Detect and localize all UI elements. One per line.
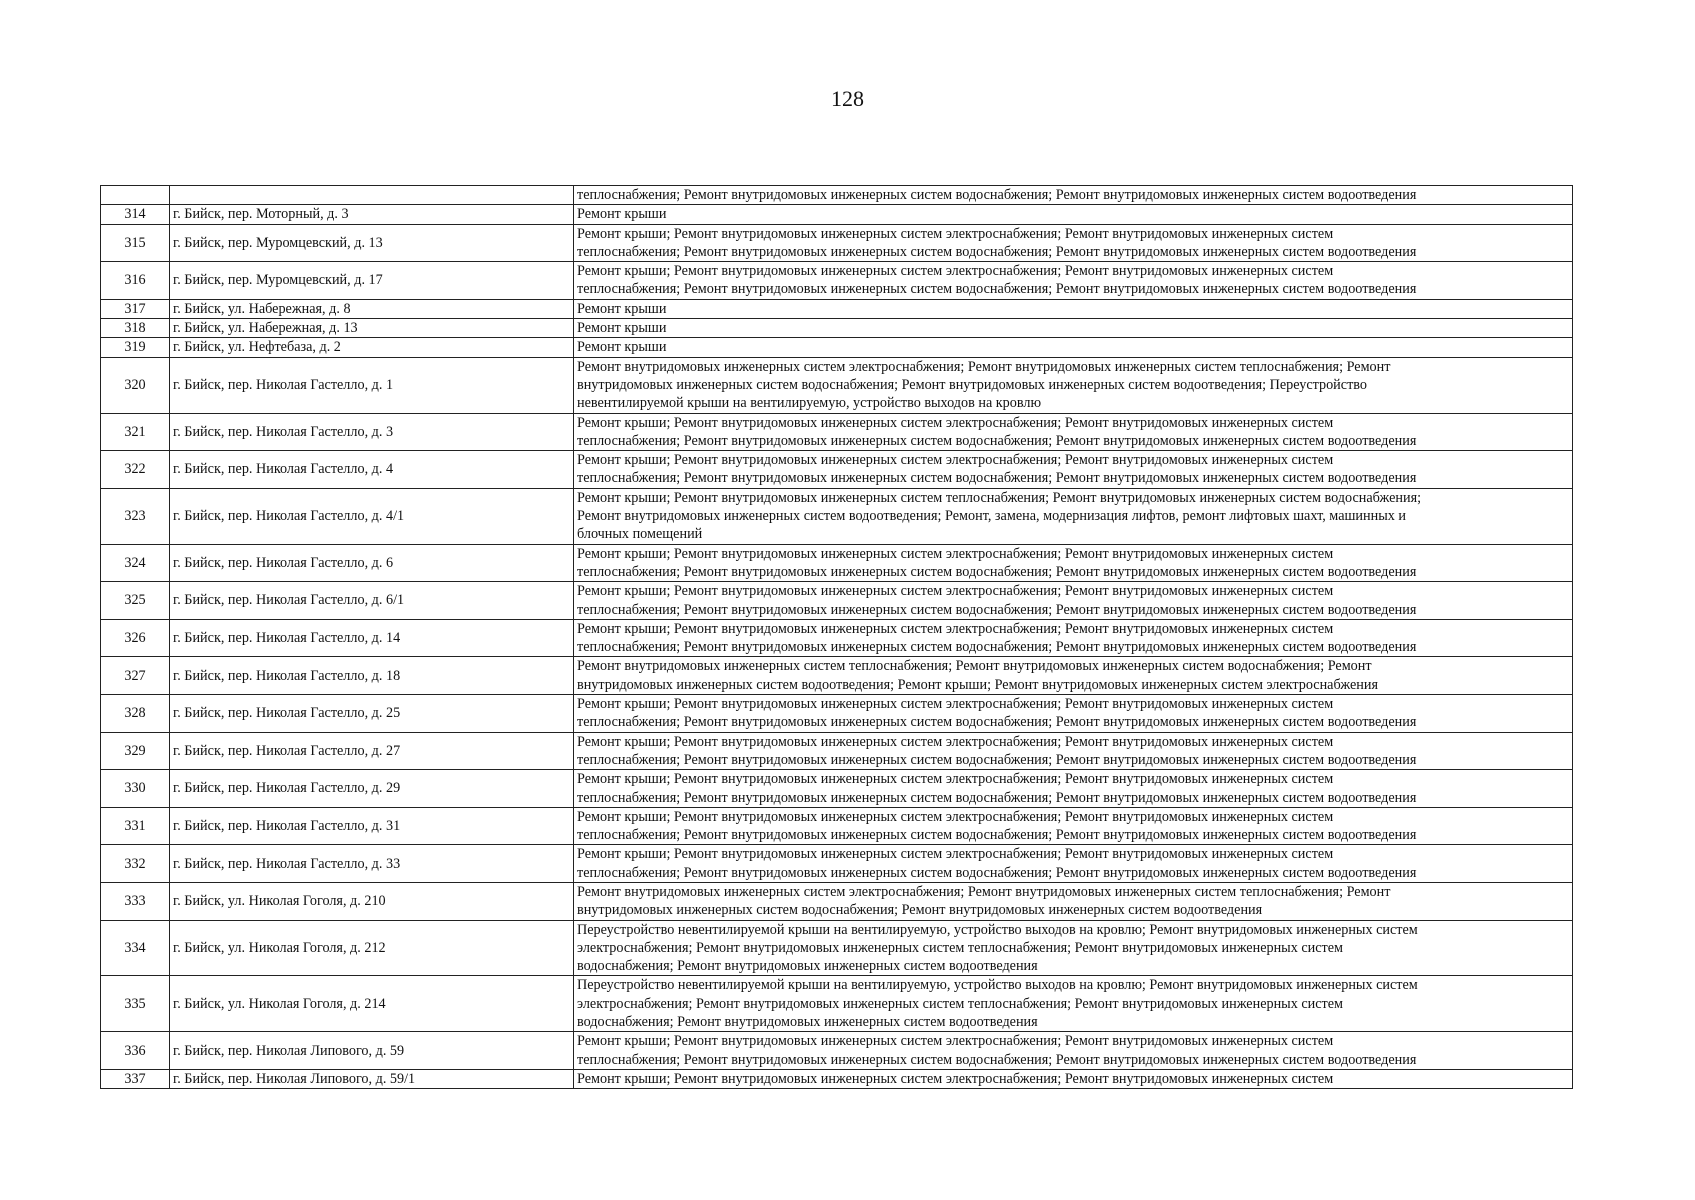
work-line: теплоснабжения; Ремонт внутридомовых инженерных систем водоснабжения; Ремонт внутридомовых инженерных систем водоотведения xyxy=(577,563,1417,580)
work-line: Ремонт крыши; Ремонт внутридомовых инженерных систем электроснабжения; Ремонт внутридомовых инженерных систем xyxy=(577,263,1334,280)
address-cell: г. Бийск, пер. Николая Гастелло, д. 25 xyxy=(170,695,574,733)
row-number: 337 xyxy=(101,1069,170,1088)
work-line: Ремонт крыши; Ремонт внутридомовых инженерных систем электроснабжения; Ремонт внутридомовых инженерных систем xyxy=(577,1033,1334,1050)
address-cell: г. Бийск, пер. Николая Гастелло, д. 18 xyxy=(170,657,574,695)
work-cell xyxy=(574,1032,1573,1070)
address-cell: г. Бийск, ул. Николая Гоголя, д. 214 xyxy=(170,976,574,1032)
address-cell xyxy=(170,186,574,205)
work-line: Ремонт крыши; Ремонт внутридомовых инженерных систем электроснабжения; Ремонт внутридомовых инженерных систем xyxy=(577,545,1334,562)
work-line: Ремонт внутридомовых инженерных систем электроснабжения; Ремонт внутридомовых инженерных систем теплоснабжения; Ремонт xyxy=(577,883,1391,900)
address-cell: г. Бийск, пер. Николая Гастелло, д. 27 xyxy=(170,732,574,770)
work-cell xyxy=(574,976,1573,1032)
table-body xyxy=(101,186,1573,1089)
work-line: Переустройство невентилируемой крыши на вентилируемую, устройство выходов на кровлю; Ремонт внутридомовых инженерных систем xyxy=(577,921,1418,938)
work-line: Ремонт крыши; Ремонт внутридомовых инженерных систем электроснабжения; Ремонт внутридомовых инженерных систем xyxy=(577,771,1334,788)
repair-table xyxy=(100,185,1573,1089)
table-row xyxy=(101,976,1573,1032)
work-line: Ремонт крыши; Ремонт внутридомовых инженерных систем электроснабжения; Ремонт внутридомовых инженерных систем xyxy=(577,414,1334,431)
row-number: 334 xyxy=(101,920,170,976)
address-cell: г. Бийск, ул. Набережная, д. 8 xyxy=(170,299,574,318)
table-row xyxy=(101,299,1573,318)
address-cell: г. Бийск, пер. Николая Гастелло, д. 6 xyxy=(170,544,574,582)
row-number: 330 xyxy=(101,770,170,808)
work-line: Переустройство невентилируемой крыши на вентилируемую, устройство выходов на кровлю; Ремонт внутридомовых инженерных систем xyxy=(577,977,1418,994)
address-cell: г. Бийск, пер. Николая Гастелло, д. 4/1 xyxy=(170,488,574,544)
table-row xyxy=(101,1032,1573,1070)
work-line: Ремонт внутридомовых инженерных систем электроснабжения; Ремонт внутридомовых инженерных систем теплоснабжения; Ремонт xyxy=(577,358,1391,375)
row-number: 323 xyxy=(101,488,170,544)
table-row xyxy=(101,451,1573,489)
work-line: Ремонт внутридомовых инженерных систем теплоснабжения; Ремонт внутридомовых инженерных систем водоснабжения; Ремонт xyxy=(577,658,1372,675)
address-cell: г. Бийск, пер. Николая Гастелло, д. 1 xyxy=(170,357,574,413)
table-row xyxy=(101,488,1573,544)
work-cell xyxy=(574,732,1573,770)
table-row xyxy=(101,262,1573,300)
table-row xyxy=(101,807,1573,845)
work-cell xyxy=(574,224,1573,262)
work-line: теплоснабжения; Ремонт внутридомовых инженерных систем водоснабжения; Ремонт внутридомовых инженерных систем водоотведения xyxy=(577,601,1417,618)
address-cell: г. Бийск, пер. Николая Гастелло, д. 3 xyxy=(170,413,574,451)
row-number: 332 xyxy=(101,845,170,883)
address-cell: г. Бийск, пер. Муромцевский, д. 13 xyxy=(170,224,574,262)
work-line: Ремонт крыши; Ремонт внутридомовых инженерных систем электроснабжения; Ремонт внутридомовых инженерных систем xyxy=(577,808,1334,825)
work-line: теплоснабжения; Ремонт внутридомовых инженерных систем водоснабжения; Ремонт внутридомовых инженерных систем водоотведения xyxy=(577,470,1417,487)
work-line: Ремонт внутридомовых инженерных систем водоотведения; Ремонт, замена, модернизация лифтов, ремонт лифтовых шахт, машинных и xyxy=(577,508,1406,525)
address-cell: г. Бийск, ул. Николая Гоголя, д. 210 xyxy=(170,882,574,920)
row-number: 335 xyxy=(101,976,170,1032)
row-number: 317 xyxy=(101,299,170,318)
row-number: 319 xyxy=(101,338,170,357)
work-cell xyxy=(574,845,1573,883)
work-line: теплоснабжения; Ремонт внутридомовых инженерных систем водоснабжения; Ремонт внутридомовых инженерных систем водоотведения xyxy=(577,243,1417,260)
work-line: Ремонт крыши xyxy=(577,300,667,317)
table-row xyxy=(101,338,1573,357)
work-line: Ремонт крыши; Ремонт внутридомовых инженерных систем электроснабжения; Ремонт внутридомовых инженерных систем xyxy=(577,452,1334,469)
work-line: Ремонт крыши xyxy=(577,339,667,356)
work-line: теплоснабжения; Ремонт внутридомовых инженерных систем водоснабжения; Ремонт внутридомовых инженерных систем водоотведения xyxy=(577,639,1417,656)
work-line: электроснабжения; Ремонт внутридомовых инженерных систем теплоснабжения; Ремонт внутридомовых инженерных систем xyxy=(577,939,1344,956)
row-number: 325 xyxy=(101,582,170,620)
work-line: Ремонт крыши; Ремонт внутридомовых инженерных систем электроснабжения; Ремонт внутридомовых инженерных систем xyxy=(577,1070,1334,1087)
table-row xyxy=(101,582,1573,620)
work-cell xyxy=(574,619,1573,657)
work-cell xyxy=(574,770,1573,808)
work-cell xyxy=(574,319,1573,338)
address-cell: г. Бийск, ул. Нефтебаза, д. 2 xyxy=(170,338,574,357)
work-line: электроснабжения; Ремонт внутридомовых инженерных систем теплоснабжения; Ремонт внутридомовых инженерных систем xyxy=(577,995,1344,1012)
table-row xyxy=(101,224,1573,262)
row-number: 329 xyxy=(101,732,170,770)
work-line: Ремонт крыши; Ремонт внутридомовых инженерных систем теплоснабжения; Ремонт внутридомовых инженерных систем водоснабжения; xyxy=(577,489,1422,506)
work-line: внутридомовых инженерных систем водоснабжения; Ремонт внутридомовых инженерных систем водоотведения; Переустройство xyxy=(577,376,1367,393)
work-cell xyxy=(574,582,1573,620)
work-line: теплоснабжения; Ремонт внутридомовых инженерных систем водоснабжения; Ремонт внутридомовых инженерных систем водоотведения xyxy=(577,1051,1417,1068)
work-line: теплоснабжения; Ремонт внутридомовых инженерных систем водоснабжения; Ремонт внутридомовых инженерных систем водоотведения xyxy=(577,751,1417,768)
work-line: теплоснабжения; Ремонт внутридомовых инженерных систем водоснабжения; Ремонт внутридомовых инженерных систем водоотведения xyxy=(577,187,1417,203)
work-cell xyxy=(574,186,1573,205)
row-number: 327 xyxy=(101,657,170,695)
work-cell xyxy=(574,357,1573,413)
work-line: теплоснабжения; Ремонт внутридомовых инженерных систем водоснабжения; Ремонт внутридомовых инженерных систем водоотведения xyxy=(577,789,1417,806)
work-cell xyxy=(574,920,1573,976)
row-number: 316 xyxy=(101,262,170,300)
row-number xyxy=(101,186,170,205)
work-cell xyxy=(574,882,1573,920)
work-line: Ремонт крыши; Ремонт внутридомовых инженерных систем электроснабжения; Ремонт внутридомовых инженерных систем xyxy=(577,846,1334,863)
table-row xyxy=(101,186,1573,205)
address-cell: г. Бийск, пер. Николая Гастелло, д. 14 xyxy=(170,619,574,657)
row-number: 320 xyxy=(101,357,170,413)
work-cell xyxy=(574,338,1573,357)
work-cell xyxy=(574,695,1573,733)
work-cell xyxy=(574,657,1573,695)
address-cell: г. Бийск, пер. Николая Гастелло, д. 4 xyxy=(170,451,574,489)
work-line: Ремонт крыши xyxy=(577,206,667,223)
address-cell: г. Бийск, ул. Николая Гоголя, д. 212 xyxy=(170,920,574,976)
page-number: 128 xyxy=(831,86,864,111)
table-row xyxy=(101,413,1573,451)
table-row xyxy=(101,920,1573,976)
address-cell: г. Бийск, пер. Николая Гастелло, д. 33 xyxy=(170,845,574,883)
address-cell: г. Бийск, пер. Муромцевский, д. 17 xyxy=(170,262,574,300)
work-cell xyxy=(574,1069,1573,1088)
table-row xyxy=(101,882,1573,920)
row-number: 318 xyxy=(101,319,170,338)
row-number: 314 xyxy=(101,205,170,224)
work-line: водоснабжения; Ремонт внутридомовых инженерных систем водоотведения xyxy=(577,958,1038,975)
address-cell: г. Бийск, ул. Набережная, д. 13 xyxy=(170,319,574,338)
work-line: невентилируемой крыши на вентилируемую, устройство выходов на кровлю xyxy=(577,395,1042,412)
address-cell: г. Бийск, пер. Николая Липового, д. 59 xyxy=(170,1032,574,1070)
work-cell xyxy=(574,488,1573,544)
work-line: внутридомовых инженерных систем водоотведения; Ремонт крыши; Ремонт внутридомовых инженерных систем электроснабжения xyxy=(577,676,1378,693)
work-line: теплоснабжения; Ремонт внутридомовых инженерных систем водоснабжения; Ремонт внутридомовых инженерных систем водоотведения xyxy=(577,827,1417,844)
work-line: Ремонт крыши; Ремонт внутридомовых инженерных систем электроснабжения; Ремонт внутридомовых инженерных систем xyxy=(577,583,1334,600)
row-number: 336 xyxy=(101,1032,170,1070)
work-cell xyxy=(574,807,1573,845)
work-line: теплоснабжения; Ремонт внутридомовых инженерных систем водоснабжения; Ремонт внутридомовых инженерных систем водоотведения xyxy=(577,714,1417,731)
address-cell: г. Бийск, пер. Николая Липового, д. 59/1 xyxy=(170,1069,574,1088)
table-row xyxy=(101,357,1573,413)
table-row xyxy=(101,544,1573,582)
work-line: теплоснабжения; Ремонт внутридомовых инженерных систем водоснабжения; Ремонт внутридомовых инженерных систем водоотведения xyxy=(577,281,1417,298)
row-number: 331 xyxy=(101,807,170,845)
table-row xyxy=(101,732,1573,770)
work-line: теплоснабжения; Ремонт внутридомовых инженерных систем водоснабжения; Ремонт внутридомовых инженерных систем водоотведения xyxy=(577,432,1417,449)
work-line: Ремонт крыши; Ремонт внутридомовых инженерных систем электроснабжения; Ремонт внутридомовых инженерных систем xyxy=(577,733,1334,750)
table-row xyxy=(101,1069,1573,1088)
table-row xyxy=(101,845,1573,883)
work-line: внутридомовых инженерных систем водоснабжения; Ремонт внутридомовых инженерных систем водоотведения xyxy=(577,902,1263,919)
work-line: водоснабжения; Ремонт внутридомовых инженерных систем водоотведения xyxy=(577,1014,1038,1031)
work-line: блочных помещений xyxy=(577,526,703,543)
table-row xyxy=(101,205,1573,224)
row-number: 333 xyxy=(101,882,170,920)
work-cell xyxy=(574,413,1573,451)
address-cell: г. Бийск, пер. Николая Гастелло, д. 31 xyxy=(170,807,574,845)
table-row xyxy=(101,695,1573,733)
row-number: 326 xyxy=(101,619,170,657)
work-cell xyxy=(574,451,1573,489)
work-line: Ремонт крыши; Ремонт внутридомовых инженерных систем электроснабжения; Ремонт внутридомовых инженерных систем xyxy=(577,696,1334,713)
work-cell xyxy=(574,299,1573,318)
work-cell xyxy=(574,262,1573,300)
work-line: Ремонт крыши; Ремонт внутридомовых инженерных систем электроснабжения; Ремонт внутридомовых инженерных систем xyxy=(577,225,1334,242)
row-number: 322 xyxy=(101,451,170,489)
address-cell: г. Бийск, пер. Моторный, д. 3 xyxy=(170,205,574,224)
table-row xyxy=(101,657,1573,695)
row-number: 324 xyxy=(101,544,170,582)
row-number: 315 xyxy=(101,224,170,262)
row-number: 321 xyxy=(101,413,170,451)
address-cell: г. Бийск, пер. Николая Гастелло, д. 6/1 xyxy=(170,582,574,620)
work-line: теплоснабжения; Ремонт внутридомовых инженерных систем водоснабжения; Ремонт внутридомовых инженерных систем водоотведения xyxy=(577,864,1417,881)
work-line: Ремонт крыши; Ремонт внутридомовых инженерных систем электроснабжения; Ремонт внутридомовых инженерных систем xyxy=(577,620,1334,637)
table-row xyxy=(101,770,1573,808)
address-cell: г. Бийск, пер. Николая Гастелло, д. 29 xyxy=(170,770,574,808)
table-row xyxy=(101,619,1573,657)
work-cell xyxy=(574,205,1573,224)
table-row xyxy=(101,319,1573,338)
work-cell xyxy=(574,544,1573,582)
work-line: Ремонт крыши xyxy=(577,320,667,337)
row-number: 328 xyxy=(101,695,170,733)
